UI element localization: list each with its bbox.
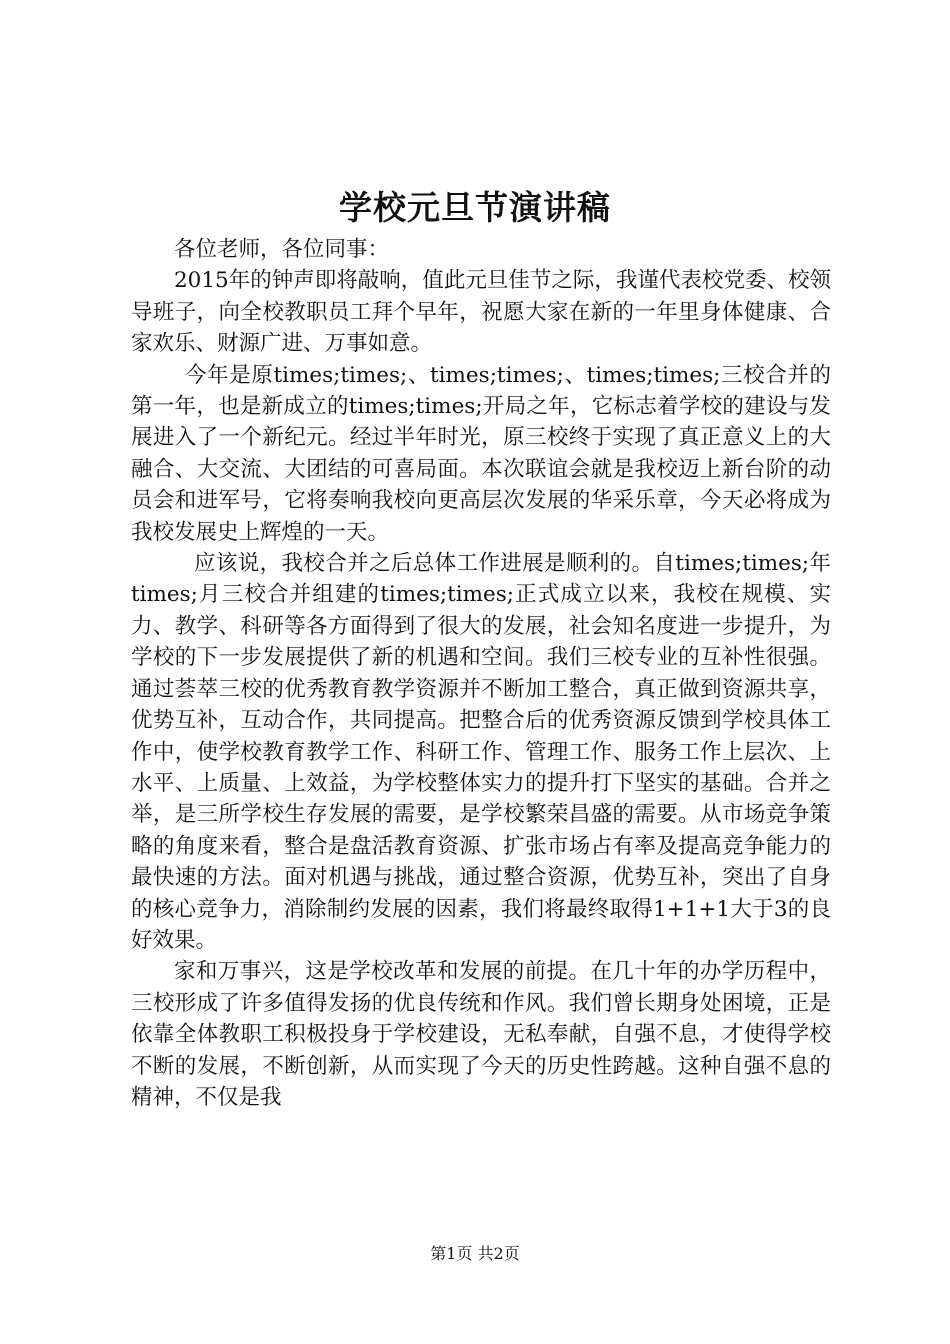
paragraph-3: 应该说，我校合并之后总体工作进展是顺利的。自times;times;年times;月三校合并组建的times;times;正式成立以来，我校在规模、实力、教学、科研等各方面得到了很大的发展，社会知名度进一步提升，为学校的下一步发展提供了新的机遇和空间。我们三校专业的互补性很强。通过荟萃三校的优秀教育教学资源并不断加工整合，真正做到资源共享，优势互补，互动合作，共同提高。把整合后的优秀资源反馈到学校具体工作中，使学校教育教学工作、科研工作、管理工作、服务工作上层次、上水平、上质量、上效益，为学校整体实力的提升打下坚实的基础。合并之举，是三所学校生存发展的需要，是学校繁荣昌盛的需要。从市场竞争策略的角度来看，整合是盘活教育资源、扩张市场占有率及提高竞争能力的最快速的方法。面对机遇与挑战，通过整合资源，优势互补，突出了自身的核心竞争力，消除制约发展的因素，我们将最终取得1+1+1大于3的良好效果。 (131, 551, 831, 953)
page-number-footer: 第1页 共2页 (430, 1244, 520, 1263)
document-title: 学校元旦节演讲稿 (339, 188, 611, 227)
paragraph-4: 家和万事兴，这是学校改革和发展的前提。在几十年的办学历程中，三校形成了许多值得发扬的优良传统和作风。我们曾长期身处困境，正是依靠全体教职工积极投身于学校建设，无私奉献，自强不息，才使得学校不断的发展，不断创新，从而实现了今天的历史性跨越。这种自强不息的精神，不仅是我 (131, 959, 831, 1110)
document-body (131, 234, 831, 1113)
paragraph-2: 今年是原times;times;、times;times;、times;times;三校合并的第一年，也是新成立的times;times;开局之年，它标志着学校的建设与发展进入了一个新纪元。经过半年时光，原三校终于实现了真正意义上的大融合、大交流、大团结的可喜局面。本次联谊会就是我校迈上新台阶的动员会和进军号，它将奏响我校向更高层次发展的华采乐章，今天必将成为我校发展史上辉煌的一天。 (131, 362, 831, 545)
salutation: 各位老师，各位同事： (174, 237, 390, 262)
paragraph-1: 2015年的钟声即将敲响，值此元旦佳节之际，我谨代表校党委、校领导班子，向全校教职员工拜个早年，祝愿大家在新的一年里身体健康、合家欢乐、财源广进、万事如意。 (131, 268, 831, 357)
